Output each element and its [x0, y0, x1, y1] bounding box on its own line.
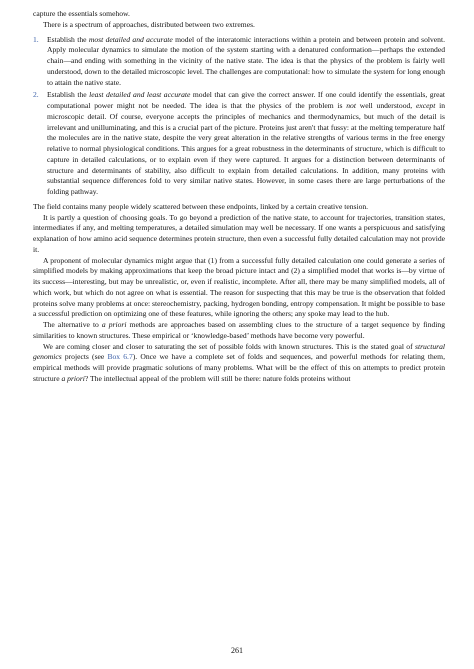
paragraph-field: The field contains many people widely scattered between these endpoints, linked by a certain creative tension. [33, 201, 369, 211]
paragraph-capture: capture the essentials somehow. [33, 9, 130, 18]
approaches-list [33, 35, 445, 198]
list-item-number: 1. [33, 34, 39, 44]
list-item-text: Establish the most detailed and accurate model of the interatomic interactions within a protein and between protein and solvent. Apply molecular dynamics to simulate the motion of the system starting with a denatured conformation—perhaps the extended chain—and ending with something in the vicinity of the native state. The idea is that the physics of the problem is fairly well understood, down to the detailed microscopic level. The challenges are computational: how to simulate the system for long enough to attain the native state. [47, 34, 446, 87]
paragraph-spectrum: There is a spectrum of approaches, distributed between two extremes. [43, 19, 255, 29]
page-number: 261 [231, 646, 243, 655]
list-item-number: 2. [33, 90, 39, 100]
list-item [33, 90, 445, 198]
list-item-text: Establish the least detailed and least accurate model that can give the correct answer. If one could identify the essentials, great computational power might not be needed. The idea is that the physics of the problem is not well understood, except in microscopic detail. Of course, everyone accepts the principles of mechanics and thermodynamics, but much of the detail is irrelevant and unilluminating, and this is a crucial part of the picture. Proteins just aren't that fussy: at the melting temperature half the molecules are in the native state, despite the very great alteration in the relative strengths of various terms in the free energy relative to normal physiological conditions. This argues for a great robustness in the determinants of structure, which is difficult to capture in detailed calculations, or to explain even if they were captured. It argues for a distinction between determinants of structure and determinants of stability, also difficult to explain from detailed calculations. In addition, many proteins with substantial sequence differences fold to very similar native states. However, in some cases there are large perturbations of the folding pathway. [47, 90, 446, 196]
paragraph-alternative: The alternative to a priori methods are approaches based on assembling clues to the structure of a target sequence by finding similarities to known structures. These empirical or ‘knowledge-based’ methods have become very powerful. [33, 320, 446, 340]
list-item [33, 35, 445, 89]
paragraph-saturating: We are coming closer and closer to saturating the set of possible folds with known structures. This is the stated goal of structural genomics projects (see Box 6.7). Once we have a complete set of folds and sequences, and powerful methods for relating them, empirical methods will provide pragmatic solutions of many problems. What will be the effect of this on attempts to predict protein structure a priori? The intellectual appeal of the problem will still be there: nature folds proteins without [33, 341, 445, 383]
box-reference-link[interactable]: Box 6.7 [107, 352, 133, 362]
paragraph-proponent: A proponent of molecular dynamics might argue that (1) from a successful fully detailed calculation one could generate a series of simplified models by making approximations that keep the broad picture intact and (2) a simplified model that works is—by virtue of its success—interesting, but may be unrealistic, or, even if realistic, incomplete. After all, there may be many simplified models, all of which work, but which do not agree on what is essential. The reason for suspecting that this may be true is the observation that folded proteins solve many problems at once: stereochemistry, packing, hydrogen bonding, entropy compensation. It might be possible to base a successful prediction on optimizing one of these features, while ignoring the others; any spoke may lead to the hub. [33, 255, 445, 319]
paragraph-goals: It is partly a question of choosing goals. To go beyond a prediction of the native state, to account for trajectories, transition states, intermediates if any, and melting temperatures, a detailed simulation may well be necessary. If one wants a perspicuous and satisfying explanation of how amino acid sequence determines protein structure, then even a successful fully detailed calculation may not provide it. [33, 212, 445, 254]
page-body [33, 9, 445, 385]
